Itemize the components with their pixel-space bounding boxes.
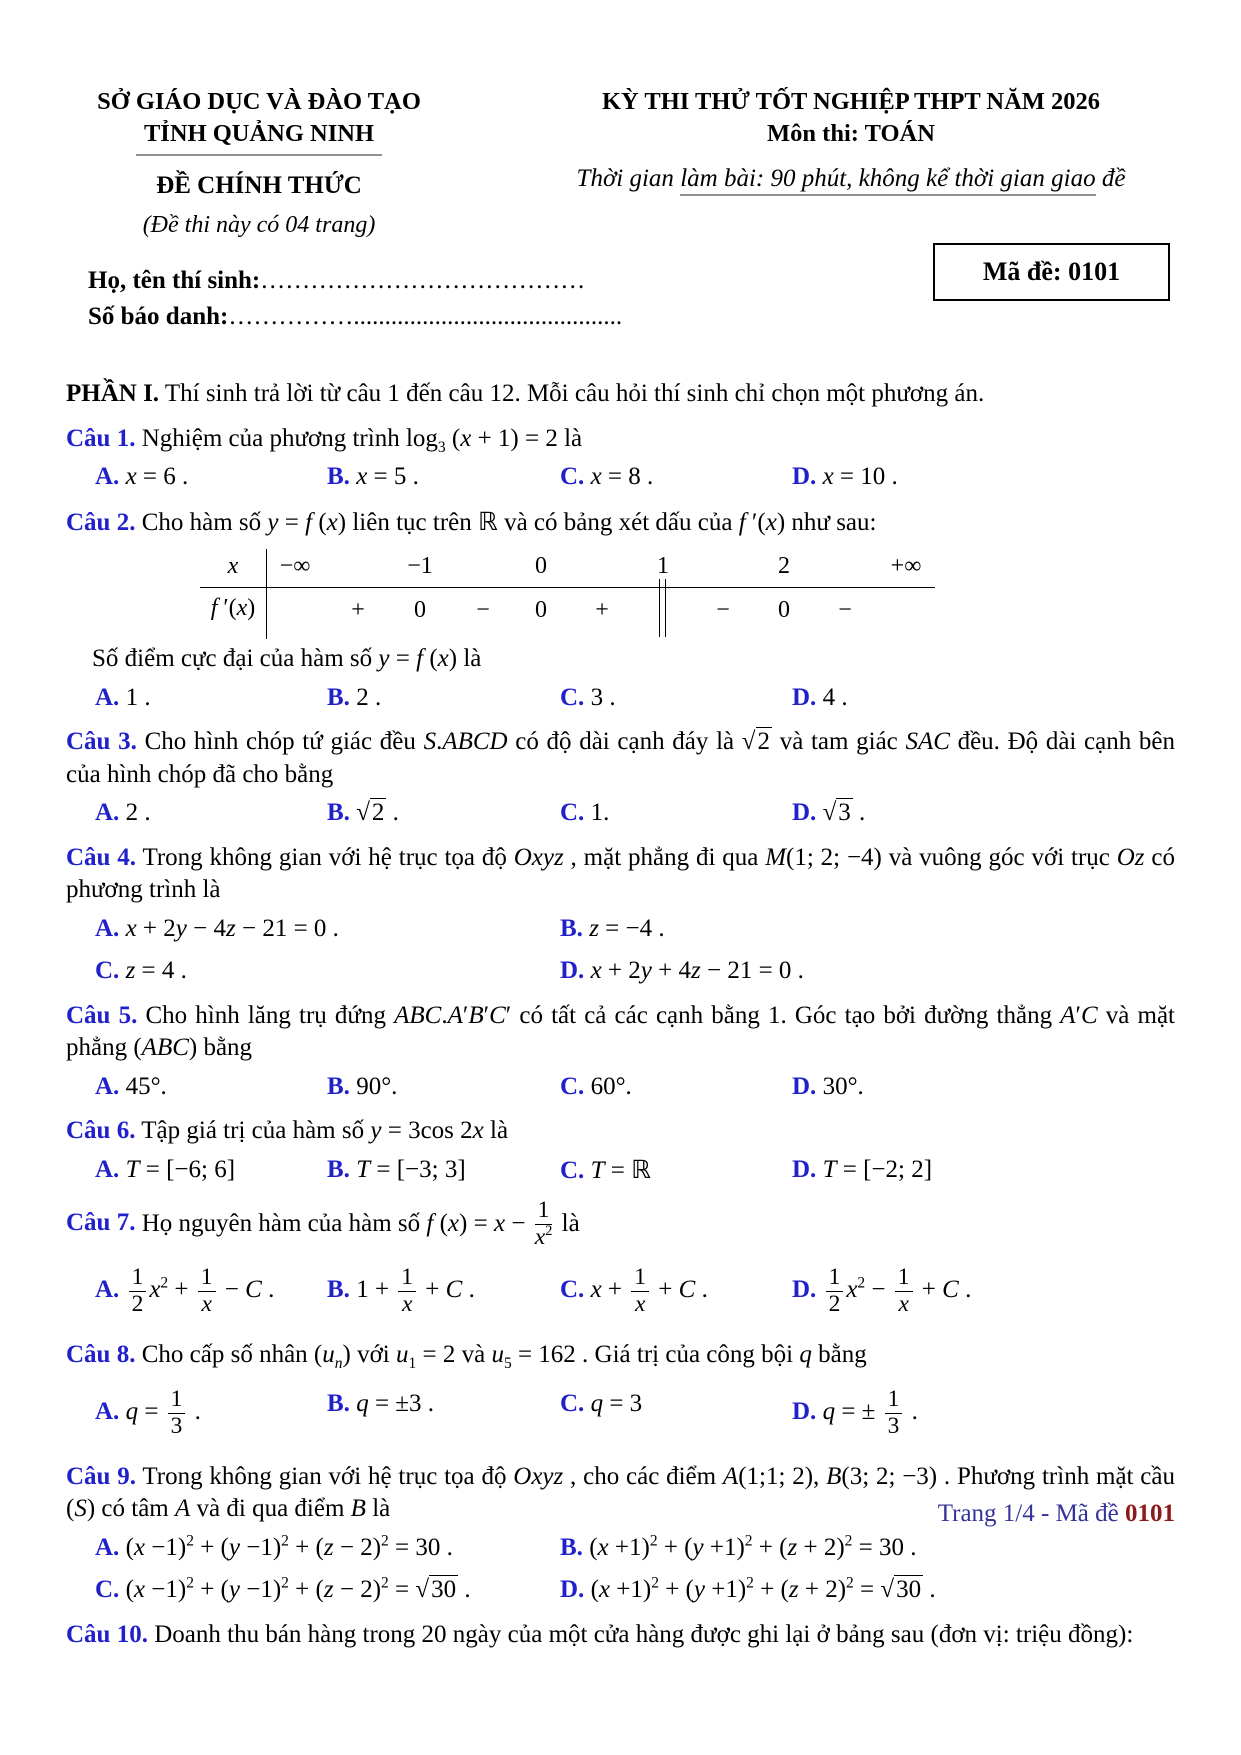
option-c: C. x = 8 . xyxy=(560,463,654,491)
option-c: C. 60°. xyxy=(560,1072,632,1100)
official-exam-label: ĐỀ CHÍNH THỨC xyxy=(156,171,362,199)
question-7 xyxy=(66,1199,1175,1327)
question-label: Câu 1. xyxy=(66,424,136,452)
question-4-options xyxy=(95,913,1175,988)
option-a: A. $\frac{1}{2}$ $x^2$ + $\frac{1}{x}$ − C . xyxy=(95,1264,275,1318)
question-4 xyxy=(66,842,1175,988)
question-3-options xyxy=(95,797,1175,830)
x-value: −1 xyxy=(407,553,433,580)
option-b: B. 1 + $\frac{1}{x}$ + C . xyxy=(327,1264,475,1318)
sign-table-hline xyxy=(200,587,935,588)
sign-value: + xyxy=(351,597,365,624)
question-body: Họ nguyên hàm của hàm số f (x) = x − $\frac{1}{x^2}$ là xyxy=(135,1197,580,1251)
header-right xyxy=(511,86,1191,241)
option-d: D. 30°. xyxy=(792,1072,864,1100)
question-label: Câu 9. xyxy=(66,1462,137,1490)
question-3 xyxy=(66,726,1175,830)
option-c: C. x + $\frac{1}{x}$ + C . xyxy=(560,1264,708,1318)
option-c: C. z = 4 . xyxy=(95,957,187,985)
question-label: Câu 8. xyxy=(66,1341,136,1369)
option-a: A. x = 6 . xyxy=(95,463,189,491)
department-name: SỞ GIÁO DỤC VÀ ĐÀO TẠO xyxy=(97,88,421,115)
option-b: B. 2 . xyxy=(327,683,382,711)
pages-note: (Đề thi này có 04 trang) xyxy=(142,212,376,239)
sign-value: − xyxy=(476,597,490,624)
candidate-name-dots: ………………………………… xyxy=(260,267,586,295)
option-a: A. 1 . xyxy=(95,683,151,711)
question-body: Cho hình lăng trụ đứng ABC.A′B′C′ có tất cả các cạnh bằng 1. Góc tạo bởi đường thẳng A′C và mặt phẳng (ABC) bằng xyxy=(66,1001,1175,1062)
question-label: Câu 3. xyxy=(66,728,137,756)
sign-value: + xyxy=(595,597,609,624)
question-1 xyxy=(66,423,1175,494)
question-5 xyxy=(66,1000,1175,1104)
option-a: A. 45°. xyxy=(95,1072,167,1100)
option-a: A. q = $\frac{1}{3}$ . xyxy=(95,1385,201,1439)
part1-label: PHẦN I. xyxy=(66,380,160,408)
header-left xyxy=(84,86,434,241)
question-2-options xyxy=(95,682,1175,715)
candidate-id-line: Số báo danh:……………........................................... xyxy=(88,302,623,330)
exam-duration: Thời gian làm bài: 90 phút, không kể thời gian giao đề xyxy=(511,163,1191,196)
sign-table-vline xyxy=(266,549,267,639)
footer-exam-code: 0101 xyxy=(1125,1500,1175,1527)
option-d: D. 4 . xyxy=(792,683,848,711)
page-footer xyxy=(938,1498,1175,1531)
question-8 xyxy=(66,1339,1175,1448)
question-8-options xyxy=(95,1378,1175,1449)
sign-table-x-label: x xyxy=(227,553,239,580)
question-label: Câu 4. xyxy=(66,843,137,871)
question-label: Câu 5. xyxy=(66,1001,138,1029)
option-b: B. $(x +1)^2 + (y +1)^2 + (z + 2)^2 = 30$ . xyxy=(560,1532,917,1561)
candidate-name-line: Họ, tên thí sinh:………………………………… xyxy=(88,267,586,295)
question-body-2: Số điểm cực đại của hàm số y = f (x) là xyxy=(92,645,482,673)
exam-content xyxy=(0,378,1241,1651)
exam-title: KỲ THI THỬ TỐT NGHIỆP THPT NĂM 2026 xyxy=(601,88,1101,115)
exam-code-box: Mã đề: 0101 xyxy=(933,243,1170,301)
x-value: −∞ xyxy=(279,553,311,580)
option-b: B. q = ±3 . xyxy=(327,1389,435,1417)
header xyxy=(0,0,1241,241)
option-b: B. z = −4 . xyxy=(560,914,665,942)
question-body: Tập giá trị của hàm số y = 3cos 2x là xyxy=(135,1117,509,1145)
question-6 xyxy=(66,1115,1175,1187)
page-info: Trang 1/4 - Mã đề xyxy=(937,1500,1125,1527)
x-value: 0 xyxy=(535,553,547,580)
question-label: Câu 7. xyxy=(66,1209,136,1237)
question-body: Trong không gian với hệ trục tọa độ Oxyz , mặt phẳng đi qua M(1; 2; −4) và vuông góc với trục Oz có phương trình là xyxy=(66,843,1175,904)
option-c: C. 3 . xyxy=(560,683,616,711)
question-9 xyxy=(66,1461,1175,1607)
option-d: D. $\frac{1}{2}$ $x^2$ − $\frac{1}{x}$ + C . xyxy=(792,1264,972,1318)
option-c: C. $(x -1)^2 + (y -1)^2 + (z - 2)^2$ = √ 30 . xyxy=(95,1574,560,1607)
option-c: C. 1. xyxy=(560,799,610,827)
exam-subject: Môn thi: TOÁN xyxy=(767,120,935,148)
question-6-options xyxy=(95,1154,1175,1188)
sign-table-double-bar xyxy=(659,579,666,637)
question-body: Nghiệm của phương trình $\log_3 (x + 1) = 2$ là xyxy=(135,424,583,456)
question-10 xyxy=(66,1619,1175,1652)
option-b: B. x = 5 . xyxy=(327,463,419,491)
option-b: B. √ 2 . xyxy=(327,797,560,830)
option-a: A. 2 . xyxy=(95,799,151,827)
question-body: Trong không gian với hệ trục tọa độ Oxyz , cho các điểm A(1;1; 2), B(3; 2; −3) . Phương trình mặt cầu (S) có tâm A và đi qua điểm B là xyxy=(66,1462,1175,1523)
sign-table xyxy=(200,551,935,639)
option-d: D. T = [−2; 2] xyxy=(792,1155,933,1183)
part1-intro: PHẦN I. Thí sinh trả lời từ câu 1 đến câu 12. Mỗi câu hỏi thí sinh chỉ chọn một phương án. xyxy=(66,380,985,408)
question-body: Cho hình chóp tứ giác đều S.ABCD có độ dài cạnh đáy là √ 2 và tam giác SAC đều. Độ dài cạnh bên của hình chóp đã cho bằng xyxy=(66,727,1175,788)
question-1-options xyxy=(95,461,1175,494)
option-d: D. $(x +1)^2 + (y +1)^2 + (z + 2)^2$ = √ 30 . xyxy=(560,1574,1175,1607)
candidate-id-dots: ……………........................................... xyxy=(228,302,623,330)
sign-value: 0 xyxy=(414,597,426,624)
question-9-options xyxy=(95,1532,1175,1607)
question-body: Doanh thu bán hàng trong 20 ngày của một cửa hàng được ghi lại ở bảng sau (đơn vị: triệu đồng): xyxy=(147,1620,1134,1648)
option-a: A. $(x -1)^2 + (y -1)^2 + (z - 2)^2 = 30$ . xyxy=(95,1532,453,1561)
question-label: Câu 6. xyxy=(66,1117,136,1145)
x-value: 1 xyxy=(657,553,669,580)
option-a: A. x + 2y − 4z − 21 = 0 . xyxy=(95,914,339,942)
option-d: D. x + 2y + 4z − 21 = 0 . xyxy=(560,957,804,985)
option-b: B. 90°. xyxy=(327,1072,398,1100)
option-c: C. q = 3 xyxy=(560,1389,643,1417)
sign-value: 0 xyxy=(535,597,547,624)
question-body: Cho cấp số nhân $(u_n)$ với $u_1 = 2$ và $u_5 = 162$ . Giá trị của công bội q bằng xyxy=(135,1341,867,1373)
question-label: Câu 10. xyxy=(66,1620,148,1648)
option-a: A. T = [−6; 6] xyxy=(95,1155,236,1183)
question-body: Cho hàm số y = f (x) liên tục trên ℝ và có bảng xét dấu của f ′(x) như sau: xyxy=(135,506,877,536)
question-2 xyxy=(66,506,1175,715)
sign-value: − xyxy=(716,597,730,624)
province-name: TỈNH QUẢNG NINH xyxy=(84,118,434,155)
sign-table-f-label: f ′(x) xyxy=(210,595,256,622)
sign-value: 0 xyxy=(778,597,790,624)
option-d: D. x = 10 . xyxy=(792,463,898,491)
option-d: D. √ 3 . xyxy=(792,797,1175,830)
option-c: C. T = ℝ xyxy=(560,1154,651,1184)
question-label: Câu 2. xyxy=(66,508,136,536)
sign-value: − xyxy=(838,597,852,624)
option-b: B. T = [−3; 3] xyxy=(327,1155,466,1183)
option-d: D. q = ± $\frac{1}{3}$ . xyxy=(792,1385,918,1439)
question-5-options xyxy=(95,1071,1175,1104)
x-value: +∞ xyxy=(890,553,922,580)
x-value: 2 xyxy=(778,553,790,580)
question-7-options xyxy=(95,1256,1175,1327)
